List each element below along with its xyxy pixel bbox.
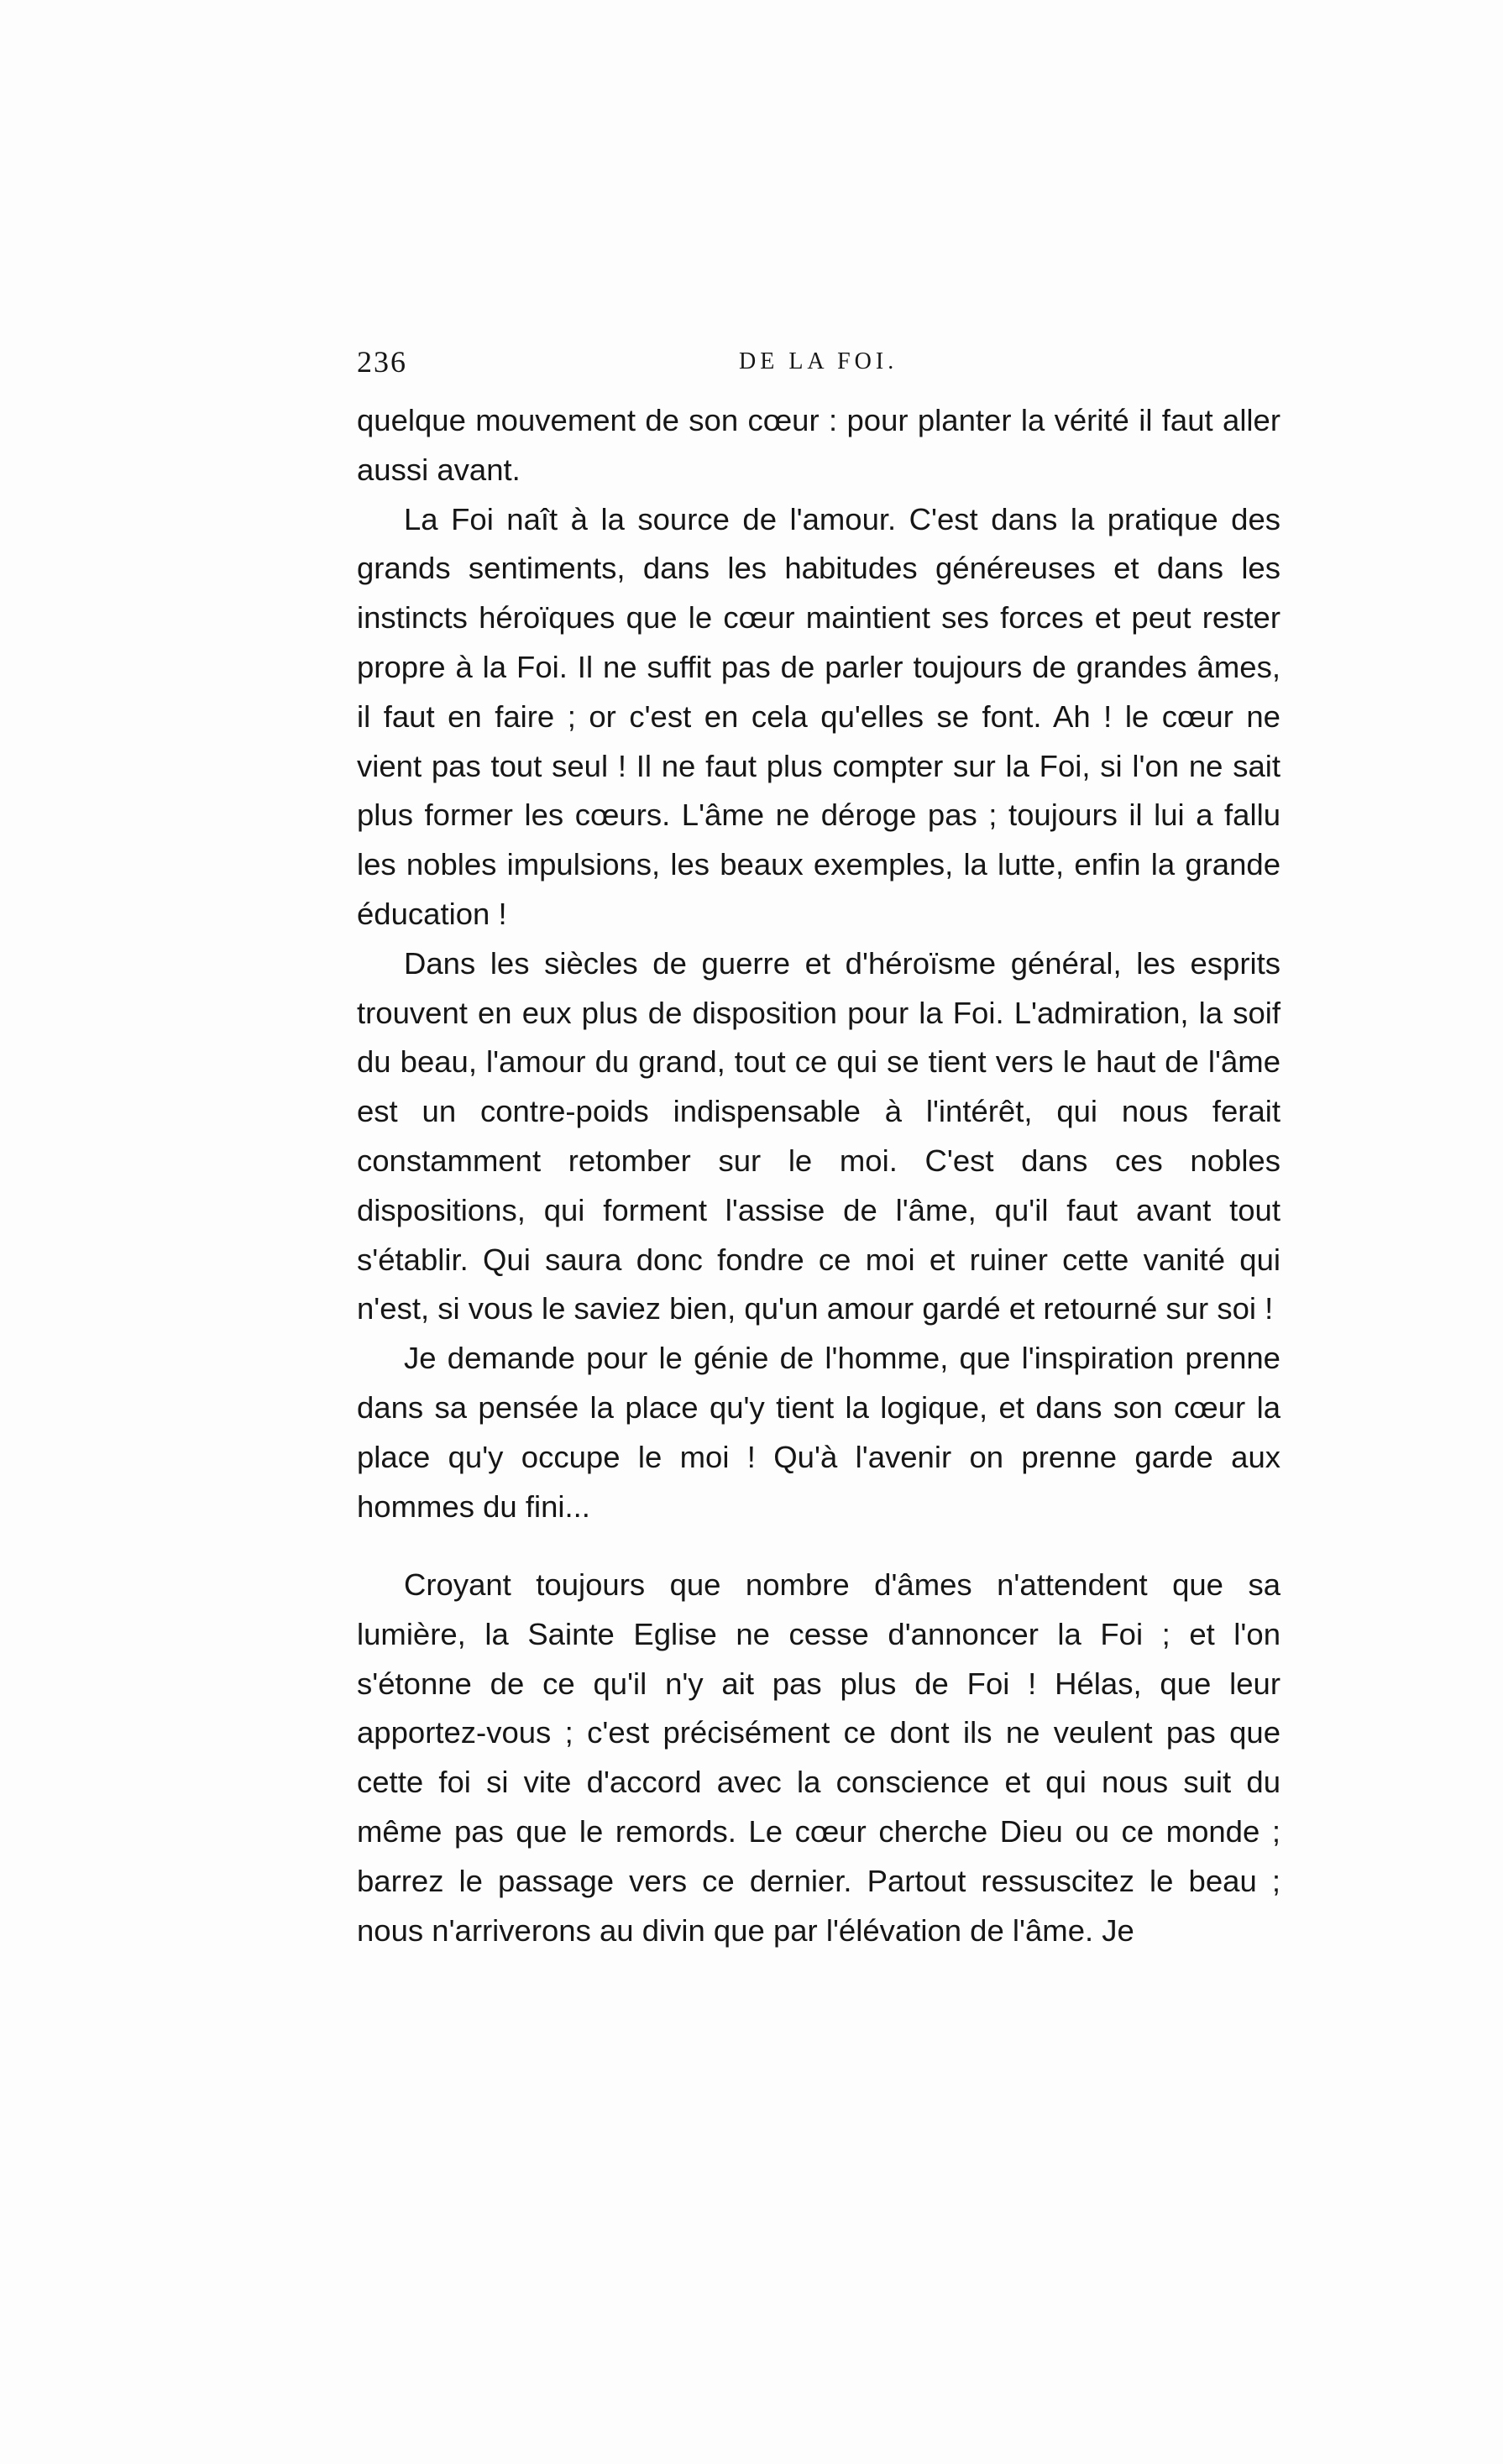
page-number: 236 [357, 345, 407, 379]
page-header [357, 344, 1280, 395]
paragraph-genie-homme: Je demande pour le génie de l'homme, que l'inspiration prenne dans sa pensée la place qu'y tient la logique, et dans son cœur la place qu'y occupe le moi ! Qu'à l'avenir on prenne garde aux hommes du fini... [357, 1341, 1280, 1524]
paragraph-siecles-guerre: Dans les siècles de guerre et d'héroïsme général, les esprits trouvent en eux plus de disposition pour la Foi. L'admiration, la soif du beau, l'amour du grand, tout ce qui se tient vers le haut de l'âme est un contre-poids indispensable à l'intérêt, qui nous ferait constamment retomber sur le moi. C'est dans ces nobles dispositions, qui forment l'assise de l'âme, qu'il faut avant tout s'établir. Qui saura donc fondre ce moi et ruiner cette vanité qui n'est, si vous le saviez bien, qu'un amour gardé et retourné sur soi ! [357, 945, 1280, 1326]
text-section-2 [357, 1561, 1280, 1955]
paragraph-continuation: quelque mouvement de son cœur : pour planter la vérité il faut aller aussi avant. [357, 403, 1280, 487]
paragraph-sainte-eglise: Croyant toujours que nombre d'âmes n'attendent que sa lumière, la Sainte Eglise ne cesse d'annoncer la Foi ; et l'on s'étonne de ce qu'il n'y ait pas plus de Foi ! Hélas, que leur apportez-vous ; c'est précisément ce dont ils ne veulent pas que cette foi si vite d'accord avec la conscience et qui nous suit du même pas que le remords. Le cœur cherche Dieu ou ce monde ; barrez le passage vers ce dernier. Partout ressuscitez le beau ; nous n'arriverons au divin que par l'élévation de l'âme. Je [357, 1567, 1280, 1948]
running-title: DE LA FOI. [739, 348, 898, 374]
paragraph-foi-amour: La Foi naît à la source de l'amour. C'est dans la pratique des grands sentiments, dans les habitudes généreuses et dans les instincts héroïques que le cœur maintient ses forces et peut rester propre à la Foi. Il ne suffit pas de parler toujours de grandes âmes, il faut en faire ; or c'est en cela qu'elles se font. Ah ! le cœur ne vient pas tout seul ! Il ne faut plus compter sur la Foi, si l'on ne sait plus former les cœurs. L'âme ne déroge pas ; toujours il lui a fallu les nobles impulsions, les beaux exemples, la lutte, enfin la grande éducation ! [357, 501, 1280, 931]
text-section-1 [357, 396, 1280, 1531]
